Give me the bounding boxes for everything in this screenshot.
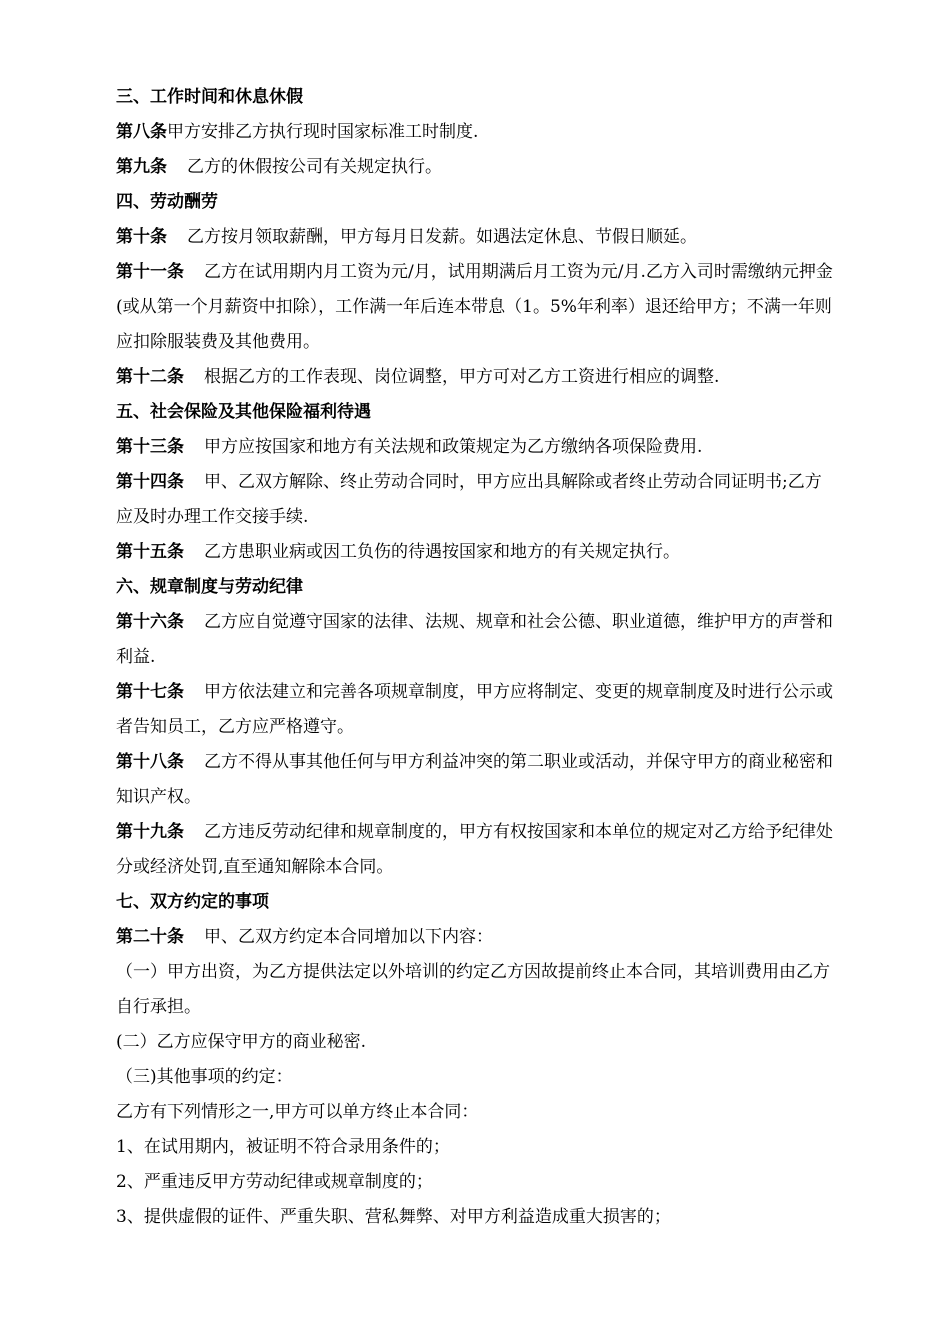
article-text: 甲方应按国家和地方有关法规和政策规定为乙方缴纳各项保险费用. [204, 437, 703, 457]
article-text: 甲方依法建立和完善各项规章制度，甲方应将制定、变更的规章制度及时进行公示或者告知员工，乙方应严格遵守。 [116, 682, 833, 737]
article-label: 第十三条 [116, 437, 184, 457]
clause-1: （一）甲方出资，为乙方提供法定以外培训的约定乙方因故提前终止本合同，其培训费用由乙方自行承担。 [116, 962, 830, 1017]
article-20 [116, 920, 838, 955]
article-label: 第八条 [116, 122, 167, 142]
article-label: 第十七条 [116, 682, 184, 702]
article-label: 第十一条 [116, 262, 184, 282]
article-text: 乙方的休假按公司有关规定执行。 [187, 157, 442, 177]
article-label: 第十五条 [116, 542, 184, 562]
article-16 [116, 605, 838, 675]
article-label: 第十六条 [116, 612, 184, 632]
article-text: 乙方不得从事其他任何与甲方利益冲突的第二职业或活动，并保守甲方的商业秘密和知识产权。 [116, 752, 833, 807]
section-heading-4: 四、劳动酬劳 [116, 192, 218, 212]
article-label: 第十四条 [116, 472, 184, 492]
article-text: 乙方违反劳动纪律和规章制度的，甲方有权按国家和本单位的规定对乙方给予纪律处分或经济处罚,直至通知解除本合同。 [116, 822, 833, 877]
article-11 [116, 255, 838, 360]
article-10 [116, 220, 838, 255]
section-heading-6: 六、规章制度与劳动纪律 [116, 577, 303, 597]
termination-intro: 乙方有下列情形之一,甲方可以单方终止本合同： [116, 1102, 479, 1122]
article-text: 甲方安排乙方执行现时国家标准工时制度. [167, 122, 479, 142]
article-9 [116, 150, 838, 185]
article-12 [116, 360, 838, 395]
article-label: 第九条 [116, 157, 167, 177]
article-18 [116, 745, 838, 815]
clause-3: （三)其他事项的约定： [116, 1067, 293, 1087]
article-label: 第十条 [116, 227, 167, 247]
article-8 [116, 115, 838, 150]
article-label: 第二十条 [116, 927, 184, 947]
article-text: 乙方患职业病或因工负伤的待遇按国家和地方的有关规定执行。 [204, 542, 680, 562]
article-19 [116, 815, 838, 885]
article-text: 乙方应自觉遵守国家的法律、法规、规章和社会公德、职业道德，维护甲方的声誉和利益. [116, 612, 833, 667]
termination-item-2: 2、严重违反甲方劳动纪律或规章制度的； [116, 1172, 433, 1192]
article-text: 甲、乙双方解除、终止劳动合同时，甲方应出具解除或者终止劳动合同证明书;乙方应及时办理工作交接手续. [116, 472, 822, 527]
clause-2: (二）乙方应保守甲方的商业秘密. [116, 1032, 367, 1052]
article-text: 乙方按月领取薪酬，甲方每月日发薪。如遇法定休息、节假日顺延。 [187, 227, 697, 247]
article-15 [116, 535, 838, 570]
article-label: 第十八条 [116, 752, 184, 772]
article-text: 根据乙方的工作表现、岗位调整，甲方可对乙方工资进行相应的调整. [204, 367, 720, 387]
section-heading-5: 五、社会保险及其他保险福利待遇 [116, 402, 371, 422]
article-label: 第十九条 [116, 822, 184, 842]
termination-item-3: 3、提供虚假的证件、严重失职、营私舞弊、对甲方利益造成重大损害的； [116, 1207, 671, 1227]
termination-item-1: 1、在试用期内，被证明不符合录用条件的； [116, 1137, 450, 1157]
article-14 [116, 465, 838, 535]
section-heading-7: 七、双方约定的事项 [116, 892, 269, 912]
article-text: 甲、乙双方约定本合同增加以下内容： [204, 927, 493, 947]
section-heading-3: 三、工作时间和休息休假 [116, 87, 303, 107]
article-13 [116, 430, 838, 465]
article-text: 乙方在试用期内月工资为元/月，试用期满后月工资为元/月.乙方入司时需缴纳元押金(或从第一个月薪资中扣除），工作满一年后连本带息（1。5%年利率）退还给甲方；不满一年则应扣除服装费及其他费用。 [116, 262, 833, 352]
article-17 [116, 675, 838, 745]
article-label: 第十二条 [116, 367, 184, 387]
